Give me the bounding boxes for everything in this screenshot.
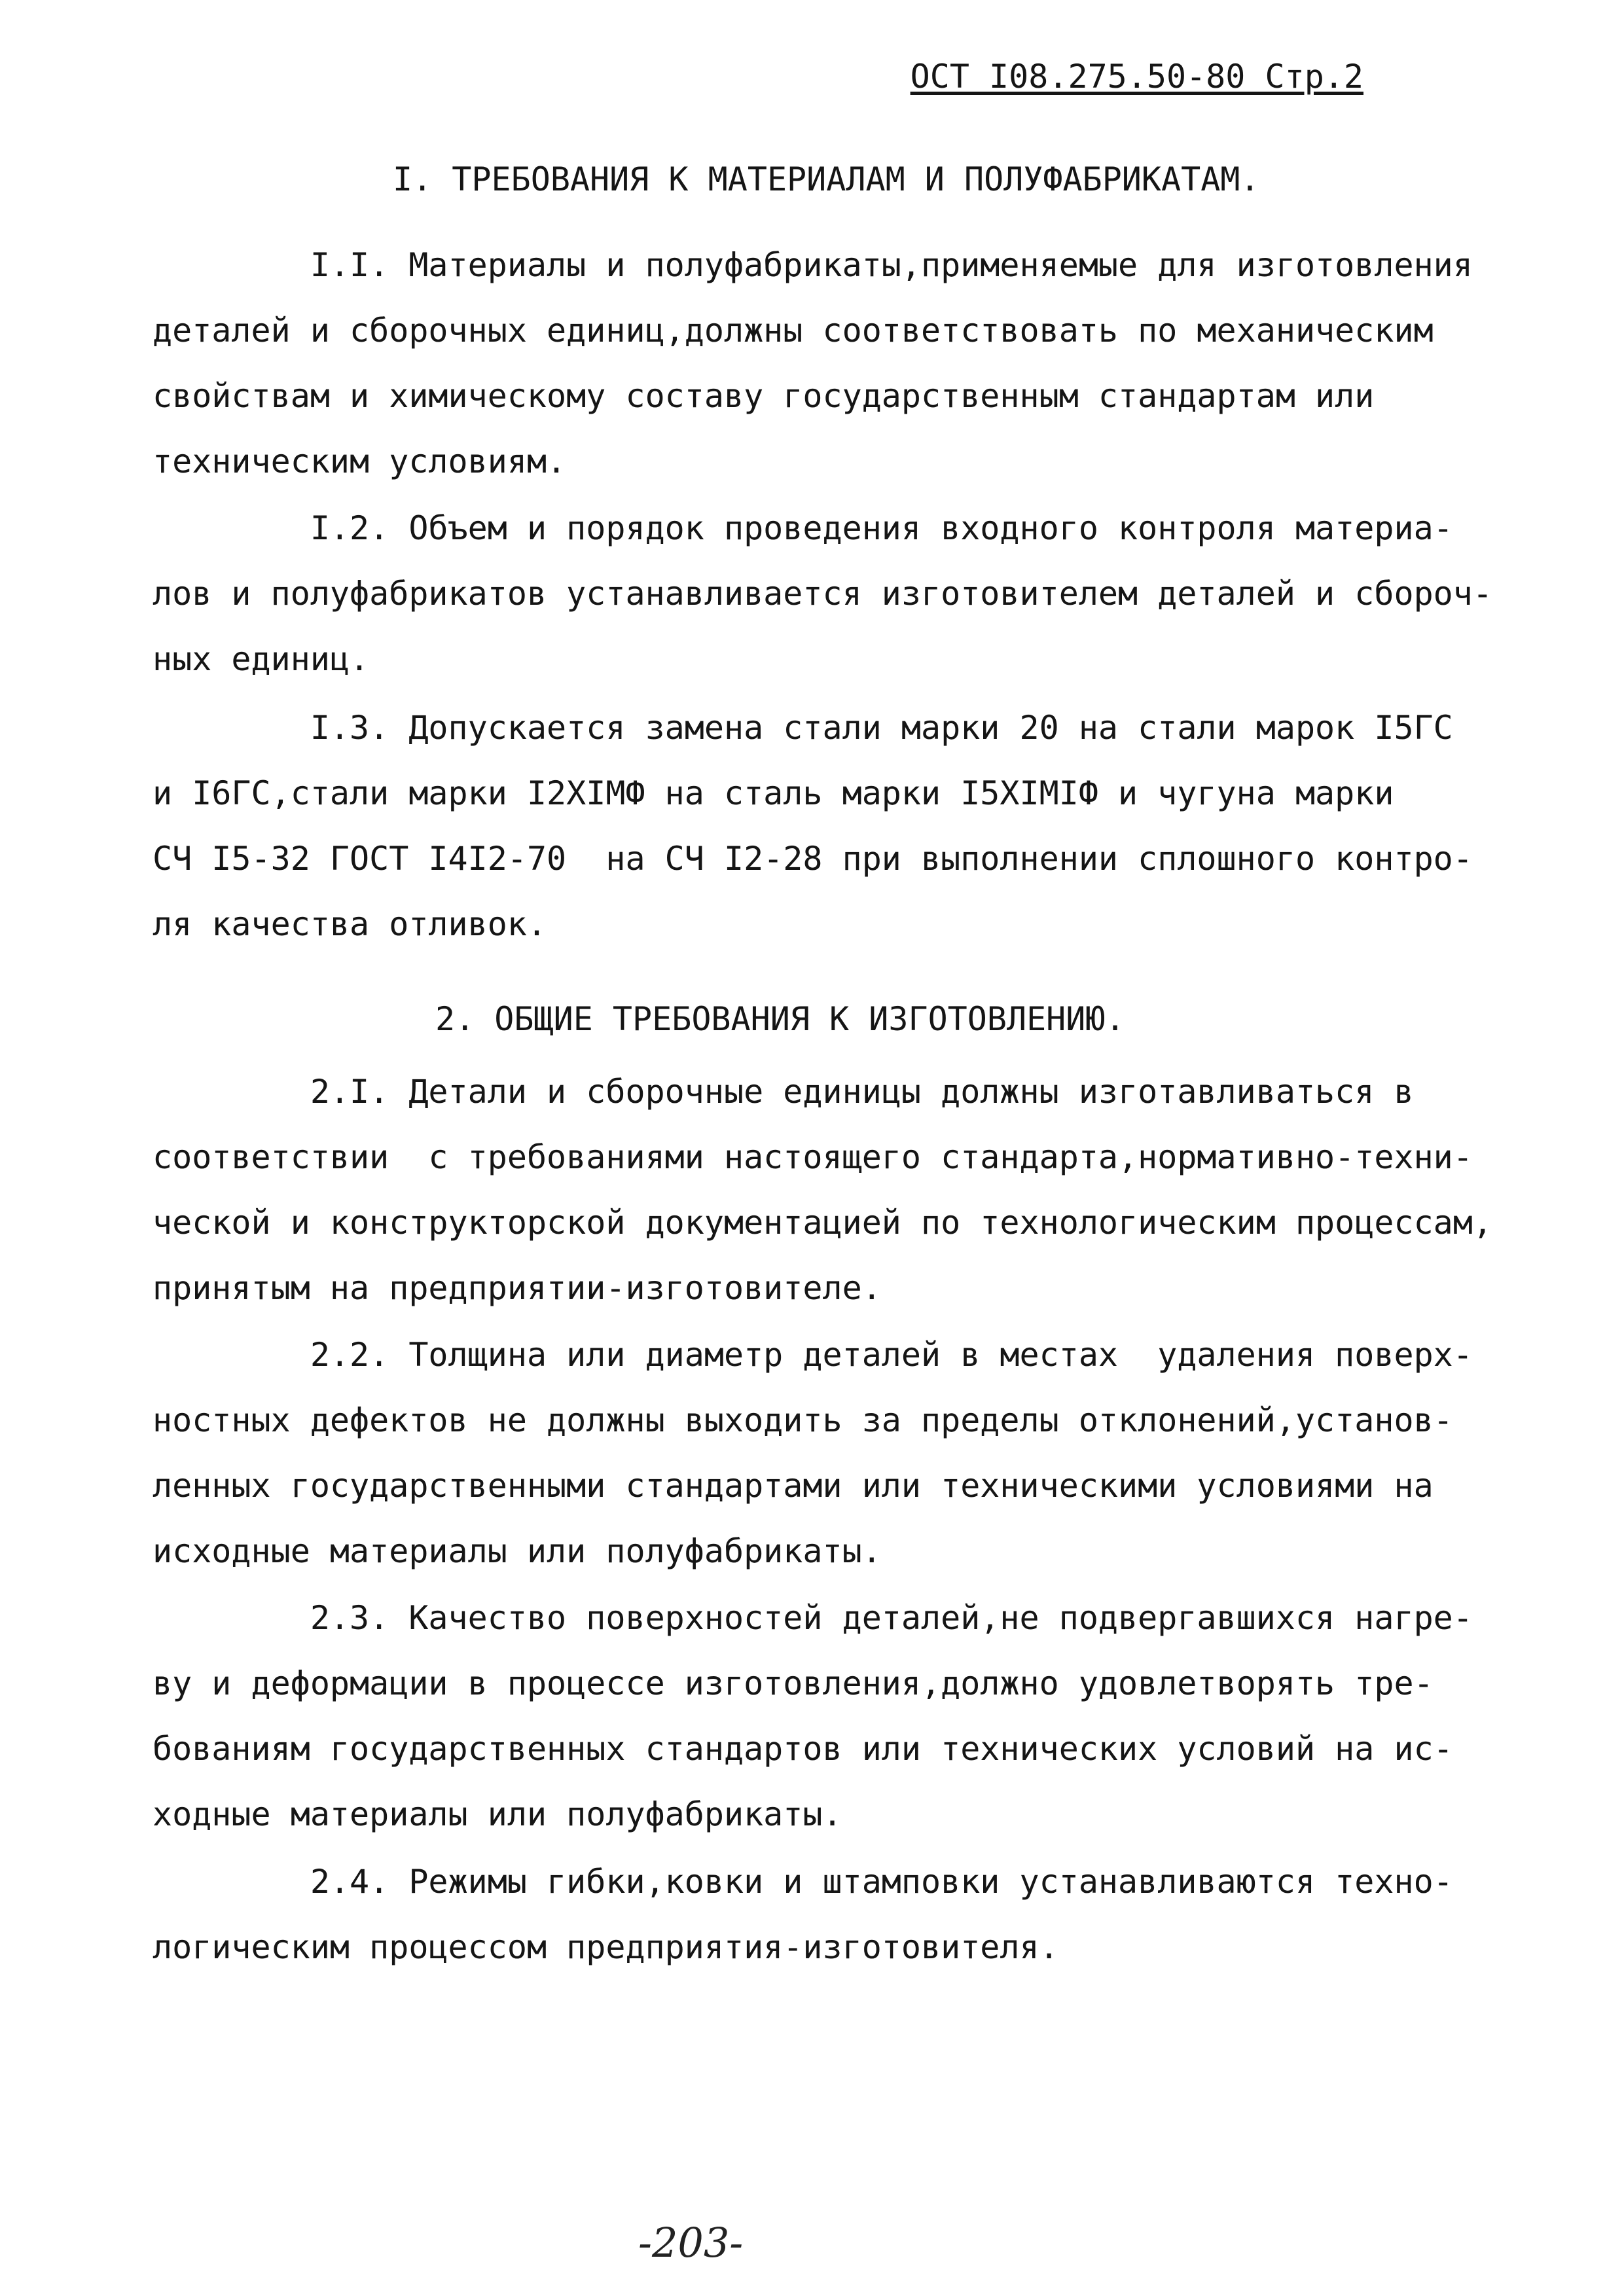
text-line: ностных дефектов не должны выходить за пределы отклонений,установ- [153, 1401, 1453, 1439]
text-line: лов и полуфабрикатов устанавливается изготовителем деталей и сбороч- [153, 575, 1492, 613]
text-line: свойствам и химическому составу государственным стандартам или [153, 377, 1375, 415]
text-line: 2.3. Качество поверхностей деталей,не подвергавшихся нагре- [153, 1599, 1473, 1637]
text-line: I.I. Материалы и полуфабрикаты,применяемые для изготовления [153, 246, 1473, 284]
text-line: ву и деформации в процессе изготовления,должно удовлетворять тре- [153, 1664, 1434, 1702]
page-number: -203- [638, 2219, 744, 2267]
text-line: бованиям государственных стандартов или технических условий на ис- [153, 1730, 1453, 1768]
text-line: ходные материалы или полуфабрикаты. [153, 1795, 842, 1833]
text-line: СЧ I5-32 ГОСТ I4I2-70 на СЧ I2-28 при выполнении сплошного контро- [153, 840, 1473, 878]
text-line: ля качества отливок. [153, 905, 547, 943]
text-line: ных единиц. [153, 640, 370, 678]
paragraph-1-2 [153, 495, 1527, 692]
paragraph-1-3 [153, 695, 1527, 957]
text-line: и I6ГС,стали марки I2XIМФ на сталь марки I5XIMIФ и чугуна марки [153, 774, 1394, 812]
paragraph-1-1 [153, 232, 1527, 494]
text-line: 2.2. Толщина или диаметр деталей в местах удаления поверх- [153, 1336, 1473, 1374]
paragraph-2-2 [153, 1322, 1527, 1584]
paragraph-2-3 [153, 1585, 1527, 1847]
text-line: 2.4. Режимы гибки,ковки и штамповки устанавливаются техно- [153, 1863, 1453, 1901]
text-line: ческой и конструкторской документацией по технологическим процессам, [153, 1204, 1492, 1242]
text-line: ленных государственными стандартами или техническими условиями на [153, 1467, 1434, 1505]
paragraph-2-4 [153, 1849, 1527, 1980]
text-line: деталей и сборочных единиц,должны соответствовать по механическим [153, 312, 1434, 350]
text-line: техническим условиям. [153, 442, 567, 480]
section-title-2: 2. ОБЩИЕ ТРЕБОВАНИЯ К ИЗГОТОВЛЕНИЮ. [435, 1000, 1125, 1038]
document-header: ОСТ I08.275.50-80 Стр.2 [910, 58, 1363, 96]
text-line: логическим процессом предприятия-изготовителя. [153, 1928, 1059, 1966]
paragraph-2-1 [153, 1059, 1527, 1321]
text-line: исходные материалы или полуфабрикаты. [153, 1532, 882, 1570]
text-line: I.2. Объем и порядок проведения входного контроля материа- [153, 509, 1453, 547]
text-line: I.3. Допускается замена стали марки 20 на стали марок I5ГС [153, 709, 1453, 747]
text-line: 2.I. Детали и сборочные единицы должны изготавливаться в [153, 1073, 1414, 1111]
section-title-1: I. ТРЕБОВАНИЯ К МАТЕРИАЛАМ И ПОЛУФАБРИКАТАМ. [393, 160, 1260, 198]
text-line: принятым на предприятии-изготовителе. [153, 1269, 882, 1307]
text-line: соответствии с требованиями настоящего стандарта,нормативно-техни- [153, 1138, 1473, 1176]
